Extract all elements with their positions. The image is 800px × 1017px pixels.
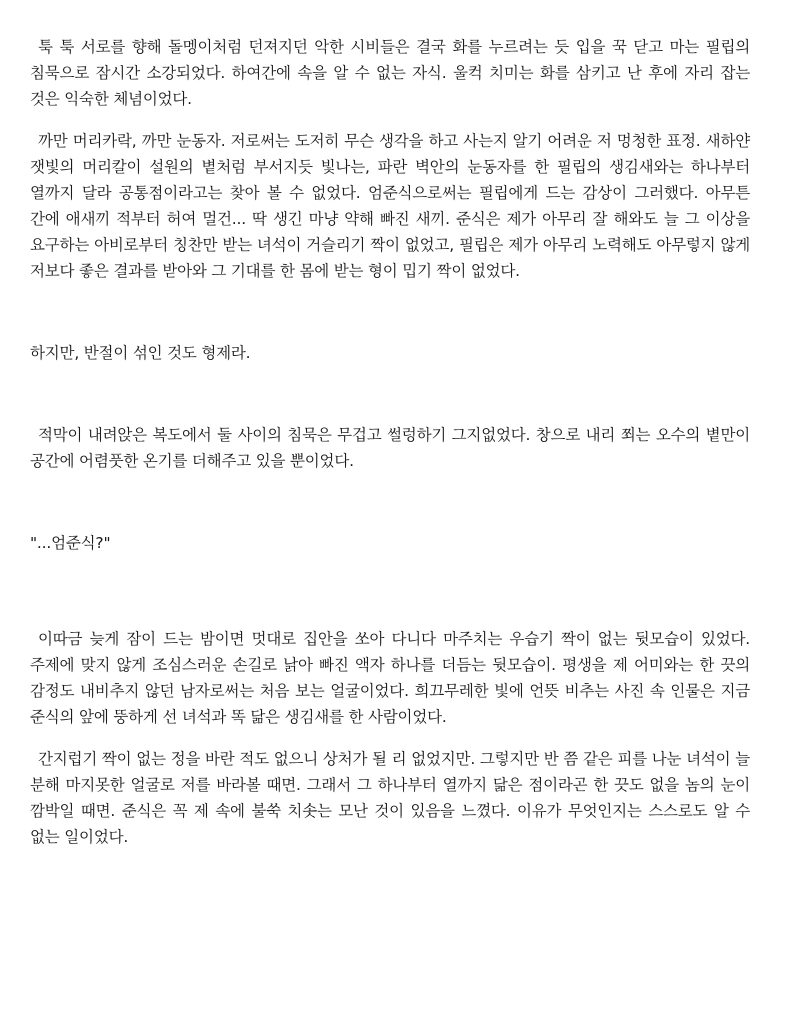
paragraph-3: 하지만, 반절이 섞인 것도 형제라.: [30, 344, 251, 362]
paragraph-dialogue: "...엄준식?": [30, 534, 111, 552]
paragraph-4: 적막이 내려앉은 복도에서 둘 사이의 침묵은 무겁고 썰렁하기 그지없었다. 창으로 내리 쬐는 오수의 볕만이 공간에 어렴풋한 온기를 더해주고 있을 뿐이었다.: [30, 426, 750, 470]
paragraph-2: 까만 머리카락, 까만 눈동자. 저로써는 도저히 무슨 생각을 하고 사는지 알기 어려운 저 멍청한 표정. 새하얀 잿빛의 머리칼이 설원의 볕처럼 부서지듯 빛나는, 파란 벽안의 눈동자를 한 필립의 생김새와는 하나부터 열까지 달라 공통점이라고는 찾아 볼 수 없었다. 엄준식으로써는 필립에게 드는 감상이 그러했다. 아무튼 간에 애새끼 적부터 허여 멀건... 딱 생긴 마냥 약해 빠진 새끼. 준식은 제가 아무리 잘 해와도 늘 그 이상을 요구하는 아비로부터 칭찬만 받는 녀석이 거슬리기 짝이 없었고, 필립은 제가 아무리 노력해도 아무렇지 않게 저보다 좋은 결과를 받아와 그 기대를 한 몸에 받는 형이 밉기 짝이 없었다.: [30, 132, 750, 280]
paragraph-6: 이따금 늦게 잠이 드는 밤이면 멋대로 집안을 쏘아 다니다 마주치는 우습기 짝이 없는 뒷모습이 있었다. 주제에 맞지 않게 조심스러운 손길로 낡아 빠진 액자 하나를 더듬는 뒷모습이. 평생을 제 어미와는 한 끗의 감정도 내비추지 않던 남자로써는 처음 보는 얼굴이었다. 희끄무레한 빛에 언뜻 비추는 사진 속 인물은 지금 준식의 앞에 뚱하게 선 녀석과 똑 닮은 생김새를 한 사람이었다.: [30, 630, 750, 726]
paragraph-1: 툭 툭 서로를 향해 돌멩이처럼 던져지던 악한 시비들은 결국 화를 누르려는 듯 입을 꾹 닫고 마는 필립의 침묵으로 잠시간 소강되었다. 하여간에 속을 알 수 없는 자식. 울컥 치미는 화를 삼키고 난 후에 자리 잡는 것은 익숙한 체념이었다.: [30, 38, 750, 108]
paragraph-7: 간지럽기 짝이 없는 정을 바란 적도 없으니 상처가 될 리 없었지만. 그렇지만 반 쯤 같은 피를 나눈 녀석이 늘 분해 마지못한 얼굴로 저를 바라볼 때면. 그래서 그 하나부터 열까지 닮은 점이라곤 한 끗도 없을 놈의 눈이 깜박일 때면. 준식은 꼭 제 속에 불쑥 치솟는 모난 것이 있음을 느꼈다. 이유가 무엇인지는 스스로도 알 수 없는 일이었다.: [30, 750, 750, 846]
